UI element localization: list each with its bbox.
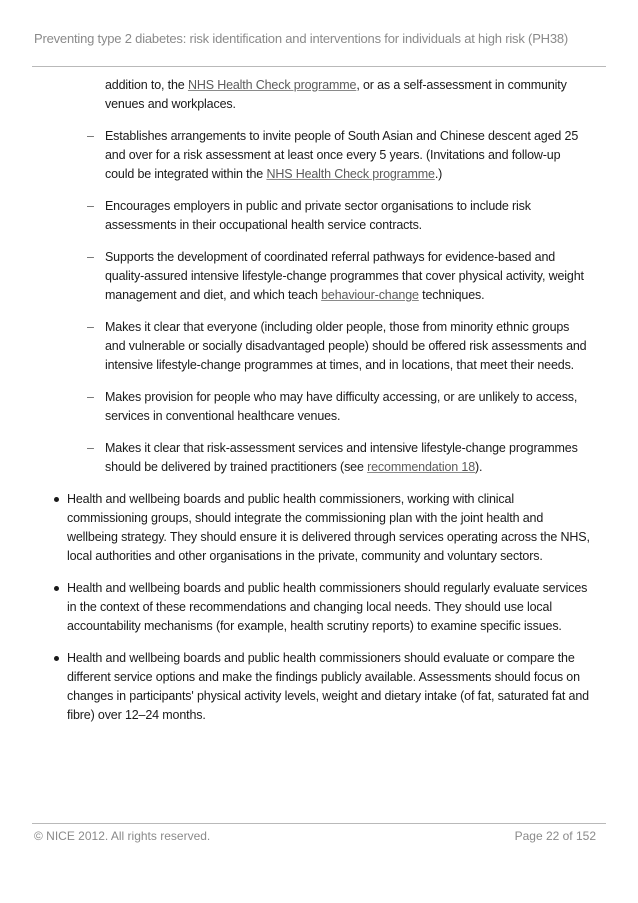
sub-item-text: Encourages employers in public and private sector organisations to include risk assessments in their occupational health service contracts. [105,199,531,232]
footer-copyright: © NICE 2012. All rights reserved. [34,829,211,843]
dash-marker: – [87,320,94,334]
page-number: Page 22 of 152 [514,829,596,843]
bullet-marker [54,586,59,591]
sub-list-item [87,318,590,375]
sub-list-item [87,127,590,184]
sub-item-list [0,127,638,477]
sub-list-item [87,388,590,426]
footer-divider [32,823,606,824]
page-content [0,76,638,725]
behaviour-change-link[interactable]: behaviour-change [321,288,419,302]
dash-marker: – [87,390,94,404]
sub-item-text: Supports the development of coordinated referral pathways for evidence-based and quality-assured intensive lifestyle-change programmes that cover physical activity, weight management and diet, and which teach [105,250,584,302]
bullet-text: Health and wellbeing boards and public health commissioners should regularly evaluate services in the context of these recommendations and changing local needs. They should use local accountability mechanisms (for example, health scrutiny reports) to examine specific issues. [67,581,588,633]
sub-item-text: Makes it clear that risk-assessment services and intensive lifestyle-change programmes should be delivered by trained practitioners (see [105,441,578,474]
sub-list-item [87,248,590,305]
bullet-list [0,490,638,725]
continued-text-after: , or as a self-assessment in community venues and workplaces. [105,78,567,111]
bullet-list-item [67,490,597,566]
bullet-marker [54,656,59,661]
bullet-list-item [67,649,597,725]
document-header-title: Preventing type 2 diabetes: risk identification and interventions for individuals at high risk (PH38) [34,31,569,46]
bullet-text: Health and wellbeing boards and public health commissioners, working with clinical commissioning groups, should integrate the commissioning plan with the joint health and wellbeing strategy. They should ensure it is delivered through services operating across the NHS, local authorities and other organisations in the private, community and voluntary sectors. [67,492,590,563]
nhs-health-check-link[interactable]: NHS Health Check programme [266,167,435,181]
sub-item-text-after: .) [434,167,443,181]
sub-item-text: Establishes arrangements to invite people of South Asian and Chinese descent aged 25 and over for a risk assessment at least once every 5 years. (Invitations and follow-up could be integrated within the [105,129,579,181]
nhs-health-check-link[interactable]: NHS Health Check programme [187,78,357,92]
bullet-text: Health and wellbeing boards and public health commissioners should evaluate or compare the different service options and make the findings publicly available. Assessments should focus on changes in participants' physical activity levels, weight and dietary intake (of fat, saturated fat and fibre) over 12–24 months. [67,651,589,722]
sub-item-text-after: ). [475,460,483,474]
continued-text-before: addition to, the [105,78,188,92]
bullet-list-item [67,579,597,636]
bullet-marker [54,497,59,502]
sub-list-item [87,439,590,477]
sub-item-text: Makes it clear that everyone (including older people, those from minority ethnic groups and vulnerable or socially disadvantaged people) should be offered risk assessments and intensive lifestyle-change programmes at times, and in locations, that meet their needs. [105,320,587,372]
dash-marker: – [87,250,94,264]
dash-marker: – [87,129,94,143]
recommendation-18-link[interactable]: recommendation 18 [367,460,476,474]
header-divider [32,66,606,67]
dash-marker: – [87,199,94,213]
sub-item-text-after: techniques. [418,288,485,302]
sub-item-text: Makes provision for people who may have difficulty accessing, or are unlikely to access, services in conventional healthcare venues. [105,390,578,423]
dash-marker: – [87,441,94,455]
sub-list-item [87,197,590,235]
continued-paragraph [105,76,590,114]
